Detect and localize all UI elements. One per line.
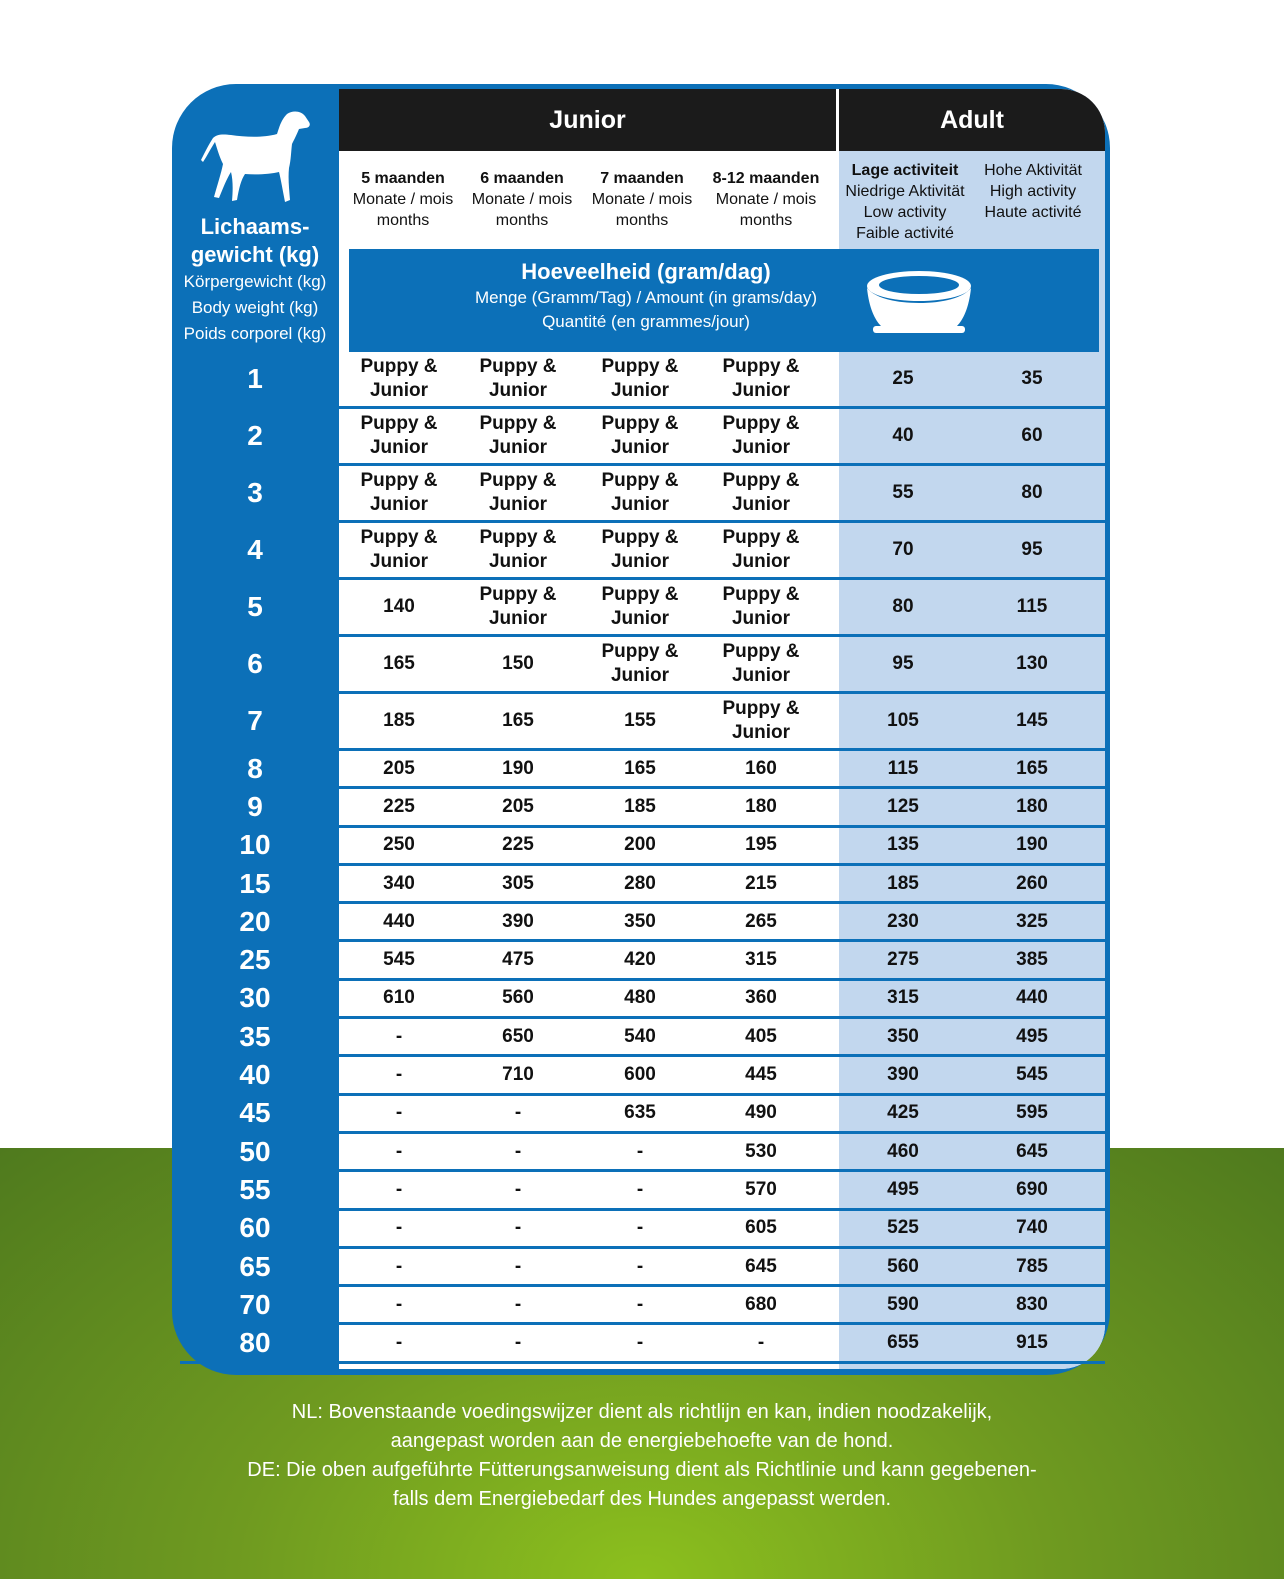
junior-amount-cell: 205 (502, 795, 534, 817)
junior-amount-cell: - (395, 1025, 403, 1047)
body-weight-cell: 15 (239, 867, 271, 899)
junior-amount-cell: Puppy & Junior (722, 527, 800, 572)
table-row (180, 1325, 1105, 1363)
adult-low-activity-cell: 125 (887, 795, 919, 817)
junior-amount-cell: 265 (745, 910, 777, 932)
junior-amount-cell: 390 (502, 910, 534, 932)
activity-line: High activity (989, 183, 1077, 200)
footnote-line: DE: Die oben aufgeführte Fütterungsanweisung dient als Richtlinie und kann gegebenen- (247, 1459, 1037, 1481)
junior-amount-cell: 570 (745, 1178, 777, 1200)
adult-high-activity-cell: 645 (1016, 1140, 1048, 1162)
adult-high-activity-cell: 830 (1016, 1293, 1048, 1315)
adult-high-activity-cell: 325 (1016, 910, 1048, 932)
junior-amount-cell: 340 (383, 872, 415, 894)
footnote (200, 1398, 1084, 1514)
junior-amount-cell: - (395, 1178, 403, 1200)
junior-amount-cell: Puppy & Junior (722, 698, 800, 743)
junior-amount-cell: - (514, 1178, 522, 1200)
junior-amount-cell: - (514, 1293, 522, 1315)
junior-amount-cell: - (395, 1140, 403, 1162)
adult-low-activity-cell: 80 (892, 596, 914, 617)
adult-high-activity-cell: 130 (1016, 653, 1048, 674)
adult-low-activity-cell: 350 (887, 1025, 919, 1047)
junior-amount-cell: 155 (624, 710, 656, 731)
age-column-5 (343, 168, 463, 231)
activity-line: Faible activité (856, 225, 954, 242)
age-column-sub: Monate / mois (715, 191, 817, 208)
adult-header: Adult (940, 106, 1004, 134)
age-column-title: 7 maanden (600, 170, 684, 187)
adult-high-activity-cell: 180 (1016, 795, 1048, 817)
feeding-table (180, 352, 1105, 1364)
table-row (180, 466, 1105, 523)
junior-amount-cell: Puppy & Junior (601, 584, 679, 629)
table-row (180, 1096, 1105, 1134)
junior-amount-cell: Puppy & Junior (601, 527, 679, 572)
junior-amount-cell: 545 (383, 949, 415, 971)
body-weight-cell: 7 (247, 705, 263, 736)
junior-amount-cell: - (514, 1332, 522, 1354)
table-row (180, 409, 1105, 466)
junior-amount-cell: 140 (383, 596, 415, 617)
age-column-sub: Monate / mois (591, 191, 693, 208)
adult-low-activity-cell: 135 (887, 834, 919, 856)
body-weight-cell: 25 (239, 944, 271, 976)
body-weight-cell: 35 (239, 1020, 271, 1052)
weight-label-line3: Körpergewicht (kg) (183, 272, 327, 291)
adult-high-activity-cell: 385 (1016, 949, 1048, 971)
body-weight-cell: 6 (247, 648, 263, 679)
body-weight-cell: 60 (239, 1212, 271, 1244)
body-weight-cell: 2 (247, 420, 263, 451)
junior-amount-cell: Puppy & Junior (479, 356, 557, 401)
junior-amount-cell: Puppy & Junior (479, 470, 557, 515)
body-weight-cell: 55 (239, 1173, 271, 1205)
age-column-sub: months (376, 212, 430, 229)
body-weight-cell: 9 (247, 790, 263, 822)
junior-amount-cell: 215 (745, 872, 777, 894)
body-weight-cell: 5 (247, 591, 263, 622)
adult-low-activity-cell: 115 (887, 757, 919, 779)
junior-amount-cell: 165 (502, 710, 534, 731)
adult-low-activity-cell: 40 (892, 425, 914, 446)
junior-amount-cell: - (636, 1178, 644, 1200)
quantity-subtitle: Menge (Gramm/Tag) / Amount (in grams/day) (474, 288, 817, 307)
adult-low-activity-cell: 55 (892, 482, 914, 503)
adult-high-activity-cell: 60 (1021, 425, 1043, 446)
junior-amount-cell: - (395, 1255, 403, 1277)
body-weight-cell: 80 (239, 1327, 271, 1359)
adult-low-activity-cell: 315 (887, 987, 919, 1009)
junior-amount-cell: 530 (745, 1140, 777, 1162)
table-row (180, 1249, 1105, 1287)
junior-amount-cell: - (514, 1217, 522, 1239)
junior-amount-cell: 305 (502, 872, 534, 894)
adult-low-activity-cell: 460 (887, 1140, 919, 1162)
quantity-label (420, 258, 872, 334)
adult-low-activity-cell: 495 (887, 1178, 919, 1200)
table-row (180, 866, 1105, 904)
adult-low-activity-cell: 525 (887, 1217, 919, 1239)
junior-amount-cell: 480 (624, 987, 656, 1009)
dog-icon (201, 108, 313, 210)
activity-line: Lage activiteit (851, 162, 959, 179)
age-column-8-12 (706, 168, 826, 231)
body-weight-cell: 1 (247, 363, 263, 394)
body-weight-cell: 4 (247, 534, 263, 565)
junior-amount-cell: Puppy & Junior (479, 584, 557, 629)
adult-high-activity-cell: 785 (1016, 1255, 1048, 1277)
junior-amount-cell: Puppy & Junior (360, 527, 438, 572)
table-row (180, 1019, 1105, 1057)
junior-amount-cell: Puppy & Junior (360, 413, 438, 458)
junior-amount-cell: - (636, 1293, 644, 1315)
adult-high-activity-cell: 595 (1016, 1102, 1048, 1124)
table-row (180, 580, 1105, 637)
junior-amount-cell: 645 (745, 1255, 777, 1277)
table-row (180, 942, 1105, 980)
adult-low-activity-cell: 25 (892, 368, 914, 389)
body-weight-cell: 65 (239, 1250, 271, 1282)
junior-amount-cell: Puppy & Junior (479, 413, 557, 458)
junior-amount-cell: 315 (745, 949, 777, 971)
junior-amount-cell: - (395, 1102, 403, 1124)
adult-high-activity-cell: 35 (1021, 368, 1043, 389)
activity-line: Niedrige Aktivität (845, 183, 965, 200)
body-weight-cell: 3 (247, 477, 263, 508)
adult-low-activity-cell: 390 (887, 1064, 919, 1086)
adult-high-activity-cell: 260 (1016, 872, 1048, 894)
junior-amount-cell: Puppy & Junior (722, 641, 800, 686)
table-row (180, 352, 1105, 409)
adult-high-activity-cell: 80 (1021, 482, 1043, 503)
adult-low-activity-cell: 70 (892, 539, 914, 560)
junior-amount-cell: 190 (502, 757, 534, 779)
junior-amount-cell: 180 (745, 795, 777, 817)
adult-high-activity-cell: 690 (1016, 1178, 1048, 1200)
junior-amount-cell: 605 (745, 1217, 777, 1239)
junior-amount-cell: 350 (624, 910, 656, 932)
footnote-line: falls dem Energiebedarf des Hundes angepasst werden. (392, 1488, 892, 1510)
junior-amount-cell: - (514, 1140, 522, 1162)
junior-amount-cell: 165 (624, 757, 656, 779)
body-weight-cell: 70 (239, 1288, 271, 1320)
activity-line: Haute activité (984, 204, 1082, 221)
table-row (180, 751, 1105, 789)
adult-low-activity-cell: 275 (887, 949, 919, 971)
adult-low-activity-cell: 560 (887, 1255, 919, 1277)
junior-amount-cell: - (757, 1332, 765, 1354)
age-column-7 (582, 168, 702, 231)
quantity-subtitle: Quantité (en grammes/jour) (542, 312, 750, 331)
body-weight-cell: 50 (239, 1135, 271, 1167)
table-row (180, 789, 1105, 827)
junior-amount-cell: 360 (745, 987, 777, 1009)
junior-header: Junior (549, 106, 626, 134)
junior-amount-cell: - (514, 1255, 522, 1277)
junior-amount-cell: - (636, 1140, 644, 1162)
junior-amount-cell: 650 (502, 1025, 534, 1047)
junior-amount-cell: Puppy & Junior (360, 470, 438, 515)
junior-amount-cell: 225 (502, 834, 534, 856)
junior-amount-cell: - (395, 1064, 403, 1086)
table-row (180, 1172, 1105, 1210)
adult-low-activity-cell: 425 (887, 1102, 919, 1124)
junior-amount-cell: Puppy & Junior (601, 413, 679, 458)
activity-line: Low activity (863, 204, 947, 221)
age-column-sub: months (495, 212, 549, 229)
age-column-title: 6 maanden (480, 170, 564, 187)
weight-label-line2: gewicht (kg) (190, 242, 320, 267)
weight-label-line4: Body weight (kg) (191, 298, 319, 317)
junior-amount-cell: - (514, 1102, 522, 1124)
adult-high-activity-cell: 115 (1016, 596, 1048, 617)
junior-amount-cell: Puppy & Junior (479, 527, 557, 572)
adult-high-activity-cell: 145 (1016, 710, 1048, 731)
junior-amount-cell: 540 (624, 1025, 656, 1047)
table-row (180, 694, 1105, 751)
junior-amount-cell: 490 (745, 1102, 777, 1124)
junior-amount-cell: 185 (383, 710, 415, 731)
age-column-sub: months (615, 212, 669, 229)
junior-amount-cell: 165 (383, 653, 415, 674)
table-row (180, 828, 1105, 866)
adult-high-activity-cell: 95 (1021, 539, 1043, 560)
junior-amount-cell: 420 (624, 949, 656, 971)
bowl-icon (863, 268, 975, 336)
junior-amount-cell: 560 (502, 987, 534, 1009)
junior-amount-cell: - (636, 1217, 644, 1239)
junior-amount-cell: 445 (745, 1064, 777, 1086)
adult-high-activity-cell: 915 (1016, 1332, 1048, 1354)
junior-amount-cell: Puppy & Junior (722, 413, 800, 458)
junior-amount-cell: 205 (383, 757, 415, 779)
junior-amount-cell: 195 (745, 834, 777, 856)
body-weight-cell: 30 (239, 982, 271, 1014)
body-weight-cell: 10 (239, 829, 271, 861)
table-row (180, 904, 1105, 942)
junior-amount-cell: 600 (624, 1064, 656, 1086)
low-activity-header (840, 160, 970, 244)
adult-low-activity-cell: 95 (892, 653, 914, 674)
body-weight-cell: 20 (239, 905, 271, 937)
junior-amount-cell: 200 (624, 834, 656, 856)
quantity-title: Hoeveelheid (gram/dag) (521, 259, 771, 284)
age-column-title: 8-12 maanden (712, 170, 820, 187)
adult-low-activity-cell: 185 (887, 872, 919, 894)
adult-high-activity-cell: 440 (1016, 987, 1048, 1009)
weight-label-line5: Poids corporel (kg) (183, 324, 327, 343)
age-column-title: 5 maanden (361, 170, 445, 187)
junior-amount-cell: 150 (502, 653, 534, 674)
adult-high-activity-cell: 165 (1016, 757, 1048, 779)
junior-amount-cell: 635 (624, 1102, 656, 1124)
junior-amount-cell: Puppy & Junior (722, 470, 800, 515)
table-row (180, 1287, 1105, 1325)
adult-high-activity-cell: 545 (1016, 1064, 1048, 1086)
adult-high-activity-cell: 190 (1016, 834, 1048, 856)
table-row (180, 1134, 1105, 1172)
table-row (180, 981, 1105, 1019)
junior-amount-cell: 680 (745, 1293, 777, 1315)
body-weight-cell: 40 (239, 1059, 271, 1091)
body-weight-cell: 45 (239, 1097, 271, 1129)
adult-low-activity-cell: 590 (887, 1293, 919, 1315)
weight-label-line1: Lichaams- (200, 214, 310, 239)
junior-amount-cell: Puppy & Junior (601, 641, 679, 686)
body-weight-cell: 8 (247, 752, 263, 784)
age-column-sub: Monate / mois (471, 191, 573, 208)
junior-amount-cell: 475 (502, 949, 534, 971)
adult-low-activity-cell: 655 (887, 1332, 919, 1354)
footnote-line: NL: Bovenstaande voedingswijzer dient als richtlijn en kan, indien noodzakelijk, (291, 1401, 993, 1423)
junior-amount-cell: Puppy & Junior (722, 584, 800, 629)
body-weight-label (180, 213, 330, 347)
junior-amount-cell: - (395, 1332, 403, 1354)
junior-amount-cell: 225 (383, 795, 415, 817)
age-column-sub: months (739, 212, 793, 229)
table-row (180, 1057, 1105, 1095)
junior-amount-cell: - (636, 1332, 644, 1354)
junior-amount-cell: 160 (745, 757, 777, 779)
junior-amount-cell: 710 (502, 1064, 534, 1086)
age-column-sub: Monate / mois (352, 191, 454, 208)
junior-amount-cell: 250 (383, 834, 415, 856)
junior-amount-cell: 280 (624, 872, 656, 894)
table-row (180, 523, 1105, 580)
junior-amount-cell: 185 (624, 795, 656, 817)
high-activity-header (968, 160, 1098, 223)
junior-amount-cell: Puppy & Junior (722, 356, 800, 401)
adult-low-activity-cell: 105 (887, 710, 919, 731)
junior-amount-cell: Puppy & Junior (360, 356, 438, 401)
age-column-6 (462, 168, 582, 231)
table-row (180, 637, 1105, 694)
junior-amount-cell: 610 (383, 987, 415, 1009)
adult-low-activity-cell: 230 (887, 910, 919, 932)
junior-amount-cell: Puppy & Junior (601, 470, 679, 515)
junior-amount-cell: Puppy & Junior (601, 356, 679, 401)
activity-line: Hohe Aktivität (984, 162, 1082, 179)
junior-amount-cell: - (636, 1255, 644, 1277)
adult-high-activity-cell: 740 (1016, 1217, 1048, 1239)
junior-amount-cell: 405 (745, 1025, 777, 1047)
table-row (180, 1211, 1105, 1249)
adult-high-activity-cell: 495 (1016, 1025, 1048, 1047)
junior-amount-cell: 440 (383, 910, 415, 932)
footnote-line: aangepast worden aan de energiebehoefte van de hond. (390, 1430, 894, 1452)
junior-amount-cell: - (395, 1293, 403, 1315)
junior-amount-cell: - (395, 1217, 403, 1239)
